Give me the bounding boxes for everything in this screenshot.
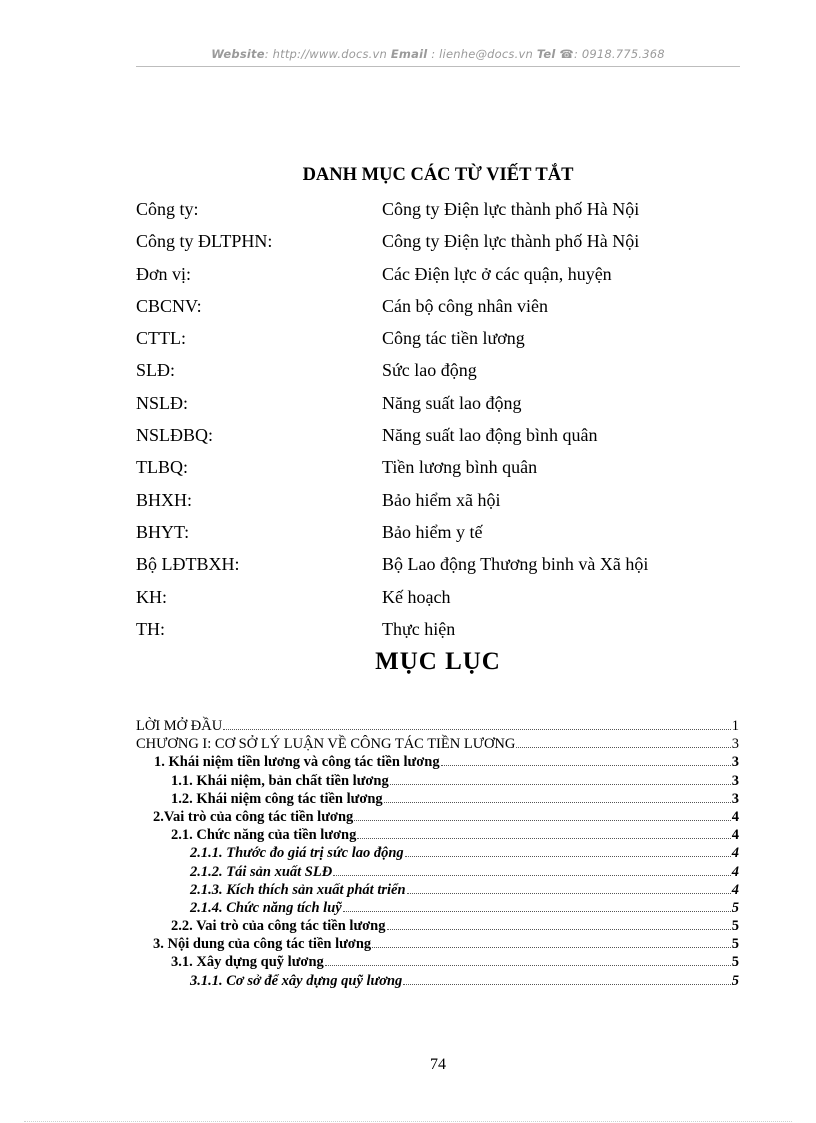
abbreviation-term: TH: <box>136 618 165 639</box>
toc-entry-title: 2.1.2. Tái sản xuất SLĐ <box>190 863 333 880</box>
toc-entry-page: 4 <box>731 881 739 898</box>
toc-entry[interactable] <box>136 972 739 990</box>
dot-leader <box>343 899 731 912</box>
abbreviation-row <box>136 229 740 261</box>
abbreviation-row <box>136 391 740 423</box>
toc-entry-title: 2.1.4. Chức năng tích luỹ <box>190 899 342 916</box>
abbreviation-term: NSLĐBQ: <box>136 425 214 446</box>
abbreviation-row <box>136 326 740 358</box>
dot-leader <box>357 826 730 839</box>
dot-leader <box>516 735 730 748</box>
email-label: Email <box>390 47 428 61</box>
toc-entry[interactable] <box>136 844 739 862</box>
abbreviation-definition: Bảo hiểm xã hội <box>382 489 501 510</box>
dot-leader <box>407 881 731 894</box>
abbreviation-row <box>136 423 740 455</box>
page-number: 74 <box>430 1056 446 1073</box>
abbreviation-term: Đơn vị: <box>136 263 192 284</box>
dot-leader <box>441 753 731 766</box>
toc-entry[interactable] <box>136 772 739 790</box>
toc-entry[interactable] <box>136 953 739 971</box>
dot-leader <box>354 808 730 821</box>
toc-entry[interactable] <box>136 753 739 771</box>
dot-leader <box>372 935 731 948</box>
toc-entry-title: 3.1. Xây dựng quỹ lương <box>171 954 324 971</box>
abbreviation-row <box>136 520 740 552</box>
toc-entry-page: 5 <box>731 972 739 989</box>
toc-entry[interactable] <box>136 863 739 881</box>
toc-entry-title: LỜI MỞ ĐẦU <box>136 718 223 734</box>
toc-entry-page: 5 <box>731 954 739 971</box>
abbreviation-term: Công ty: <box>136 199 199 219</box>
toc-entry-page: 4 <box>731 808 739 825</box>
abbreviation-row <box>136 262 740 294</box>
table-of-contents <box>136 717 739 990</box>
website-label: Website <box>211 47 265 61</box>
abbreviation-definition: Công ty Điện lực thành phố Hà Nội <box>382 199 640 219</box>
abbreviation-term: SLĐ: <box>136 360 176 381</box>
toc-entry[interactable] <box>136 826 739 844</box>
toc-entry[interactable] <box>136 717 739 735</box>
abbreviation-term: CBCNV: <box>136 295 202 316</box>
abbreviations-list <box>136 197 740 649</box>
abbreviation-definition: Công tác tiền lương <box>382 328 525 349</box>
toc-entry[interactable] <box>136 735 739 753</box>
toc-entry-page: 5 <box>731 899 739 916</box>
abbreviation-term: CTTL: <box>136 328 186 349</box>
toc-entry[interactable] <box>136 881 739 899</box>
tel-label: Tel <box>536 47 556 61</box>
toc-entry-page: 5 <box>731 936 739 953</box>
toc-entry[interactable] <box>136 899 739 917</box>
toc-entry-page: 3 <box>731 736 739 753</box>
toc-entry-title: 1.1. Khái niệm, bản chất tiền lương <box>171 772 389 789</box>
abbreviation-row <box>136 455 740 487</box>
toc-entry-page: 3 <box>731 790 739 807</box>
toc-entry-page: 4 <box>731 863 739 880</box>
abbreviation-row <box>136 294 740 326</box>
abbreviations-title: DANH MỤC CÁC TỪ VIẾT TẮT <box>302 165 574 185</box>
toc-entry-page: 1 <box>731 718 739 734</box>
abbreviation-definition: Năng suất lao động bình quân <box>382 425 598 446</box>
toc-entry-title: 3.1.1. Cơ sở để xây dựng quỹ lương <box>190 972 403 989</box>
abbreviation-definition: Thực hiện <box>382 618 456 639</box>
abbreviation-definition: Sức lao động <box>382 360 477 381</box>
abbreviation-row <box>136 488 740 520</box>
toc-entry-title: 1. Khái niệm tiền lương và công tác tiền lương <box>154 754 440 771</box>
abbreviation-definition: Kế hoạch <box>382 586 451 607</box>
abbreviation-term: NSLĐ: <box>136 392 189 413</box>
page-bottom-divider <box>24 1121 792 1122</box>
dot-leader <box>325 953 731 966</box>
toc-entry-title: 2.2. Vai trò của công tác tiền lương <box>171 918 386 935</box>
toc-entry-title: 1.2. Khái niệm công tác tiền lương <box>171 790 383 807</box>
abbreviation-row <box>136 585 740 617</box>
toc-entry-title: 2.1.3. Kích thích sản xuất phát triển <box>190 881 406 898</box>
toc-entry-title: 2.1. Chức năng của tiền lương <box>171 827 357 844</box>
abbreviation-definition: Tiền lương bình quân <box>382 457 538 478</box>
toc-entry-page: 5 <box>731 918 739 935</box>
abbreviation-row <box>136 552 740 584</box>
toc-entry-title: CHƯƠNG I: CƠ SỞ LÝ LUẬN VỀ CÔNG TÁC TIỀN LƯƠNG <box>136 736 516 753</box>
dot-leader <box>333 863 731 876</box>
abbreviation-definition: Công ty Điện lực thành phố Hà Nội <box>382 231 640 252</box>
toc-entry-page: 3 <box>731 754 739 771</box>
dot-leader <box>387 917 731 930</box>
dot-leader <box>223 717 731 730</box>
website-value[interactable]: : http://www.docs.vn <box>264 47 388 61</box>
toc-entry-page: 4 <box>731 845 739 862</box>
toc-entry[interactable] <box>136 808 739 826</box>
toc-entry-title: 3. Nội dung của công tác tiền lương <box>153 936 372 953</box>
abbreviation-term: TLBQ: <box>136 457 188 478</box>
toc-entry[interactable] <box>136 790 739 808</box>
abbreviation-definition: Bảo hiểm y tế <box>382 521 483 542</box>
toc-entry[interactable] <box>136 935 739 953</box>
abbreviation-row <box>136 197 740 229</box>
abbreviation-term: Bộ LĐTBXH: <box>136 554 240 575</box>
dot-leader <box>384 790 731 803</box>
header-divider <box>136 66 740 67</box>
dot-leader <box>405 844 731 857</box>
abbreviation-term: Công ty ĐLTPHN: <box>136 231 273 252</box>
abbreviation-term: BHXH: <box>136 489 193 510</box>
toc-entry-page: 3 <box>731 772 739 789</box>
abbreviation-definition: Năng suất lao động <box>382 392 522 413</box>
phone-icon: ☎ <box>559 47 574 61</box>
abbreviation-term: KH: <box>136 586 167 607</box>
toc-entry[interactable] <box>136 917 739 935</box>
tel-value: : 0918.775.368 <box>573 47 665 61</box>
toc-entry-page: 4 <box>731 827 739 844</box>
abbreviation-definition: Bộ Lao động Thương binh và Xã hội <box>382 554 649 575</box>
toc-entry-title: 2.Vai trò của công tác tiền lương <box>153 808 354 825</box>
abbreviation-definition: Cán bộ công nhân viên <box>382 295 548 316</box>
toc-entry-title: 2.1.1. Thước đo giá trị sức lao động <box>190 845 404 862</box>
abbreviation-row <box>136 358 740 390</box>
toc-title: MỤC LỤC <box>375 648 501 675</box>
abbreviation-definition: Các Điện lực ở các quận, huyện <box>382 263 612 284</box>
abbreviation-row <box>136 617 740 649</box>
page-header <box>136 47 740 61</box>
email-value[interactable]: : lienhe@docs.vn <box>431 47 533 61</box>
dot-leader <box>403 972 730 985</box>
dot-leader <box>390 772 731 785</box>
abbreviation-term: BHYT: <box>136 521 190 542</box>
